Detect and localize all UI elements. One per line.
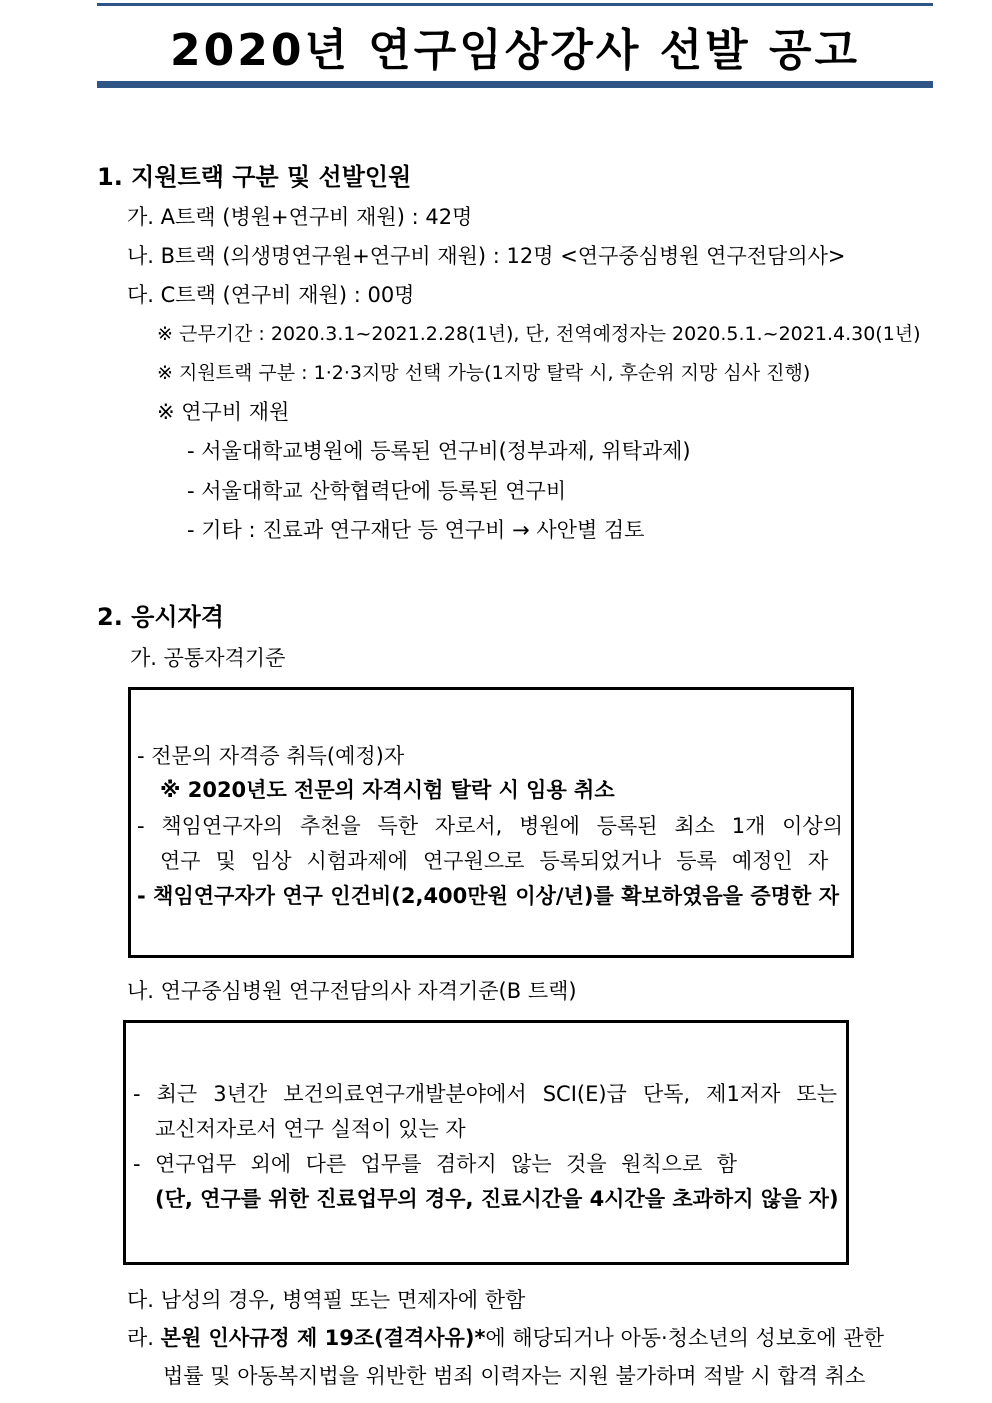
criteria-b-line-1: - 최근 3년간 보건의료연구개발분야에서 SCI(E)급 단독, 제1저자 또는 [133, 1082, 837, 1106]
sub-d-rest: 에 해당되거나 아동·청소년의 성보호에 관한 [485, 1326, 884, 1350]
track-b-item: 나. B트랙 (의생명연구원+연구비 재원) : 12명 <연구중심병원 연구전담의사> [127, 244, 846, 268]
criteria-a-line-5-wrap [137, 880, 839, 910]
sub-c-military: 다. 남성의 경우, 병역필 또는 면제자에 한함 [127, 1288, 526, 1312]
sub-d-regulation: 본원 인사규정 제 19조(결격사유)* [160, 1326, 486, 1350]
criteria-a-line-3-wrap [137, 810, 843, 840]
section1-heading: 1. 지원트랙 구분 및 선발인원 [97, 163, 412, 191]
criteria-a-line-1: - 전문의 자격증 취득(예정)자 [137, 744, 405, 768]
criteria-b-line-2: 교신저자로서 연구 실적이 있는 자 [155, 1117, 466, 1141]
criteria-a-line-2: ※ 2020년도 전문의 자격시험 탈락 시 임용 취소 [160, 778, 615, 802]
sub-d-prefix: 라. [127, 1326, 154, 1350]
note-funding: ※ 연구비 재원 [157, 400, 290, 424]
note-track-choice: ※ 지원트랙 구분 : 1·2·3지망 선택 가능(1지망 탈락 시, 후순위 지망 심사 진행) [157, 362, 811, 384]
sub-d-line-2: 법률 및 아동복지법을 위반한 범죄 이력자는 지원 불가하며 적발 시 합격 취소 [163, 1364, 866, 1388]
criteria-b-line-4: (단, 연구를 위한 진료업무의 경우, 진료시간을 4시간을 초과하지 않을 자) [155, 1187, 839, 1211]
track-a-item: 가. A트랙 (병원+연구비 재원) : 42명 [127, 205, 473, 229]
track-c-item: 다. C트랙 (연구비 재원) : 00명 [127, 283, 415, 307]
criteria-a-line-4: 연구 및 임상 시험과제에 연구원으로 등록되었거나 등록 예정인 자 [160, 849, 828, 873]
sub-b-heading: 나. 연구중심병원 연구전담의사 자격기준(B 트랙) [127, 979, 577, 1003]
criteria-a-line-4-wrap [160, 845, 828, 875]
criteria-a-line-5: - 책임연구자가 연구 인건비(2,400만원 이상/년)를 확보하였음을 증명한 자 [137, 884, 839, 908]
criteria-b-line-3-wrap [133, 1148, 737, 1178]
criteria-b-line-1-wrap [133, 1078, 837, 1108]
note-work-period: ※ 근무기간 : 2020.3.1~2021.2.28(1년), 단, 전역예정자는 2020.5.1.~2021.4.30(1년) [157, 323, 921, 345]
section2-heading: 2. 응시자격 [97, 603, 224, 631]
sub-a-heading: 가. 공통자격기준 [130, 646, 286, 670]
sub-d-line-2-wrap [163, 1360, 866, 1390]
criteria-b-line-3: - 연구업무 외에 다른 업무를 겸하지 않는 것을 원칙으로 함 [133, 1152, 737, 1176]
criteria-a-line-3: - 책임연구자의 추천을 득한 자로서, 병원에 등록된 최소 1개 이상의 [137, 814, 843, 838]
funding-item-other: - 기타 : 진료과 연구재단 등 연구비 → 사안별 검토 [187, 518, 645, 542]
page-title: 2020년 연구임상강사 선발 공고 [170, 25, 860, 76]
funding-item-university: - 서울대학교 산학협력단에 등록된 연구비 [187, 479, 567, 503]
title-top-rule [97, 3, 933, 6]
title-bottom-rule [97, 81, 933, 88]
funding-item-hospital: - 서울대학교병원에 등록된 연구비(정부과제, 위탁과제) [187, 439, 691, 463]
sub-d-line-1 [127, 1322, 884, 1352]
criteria-b-line-4-wrap [155, 1183, 839, 1213]
